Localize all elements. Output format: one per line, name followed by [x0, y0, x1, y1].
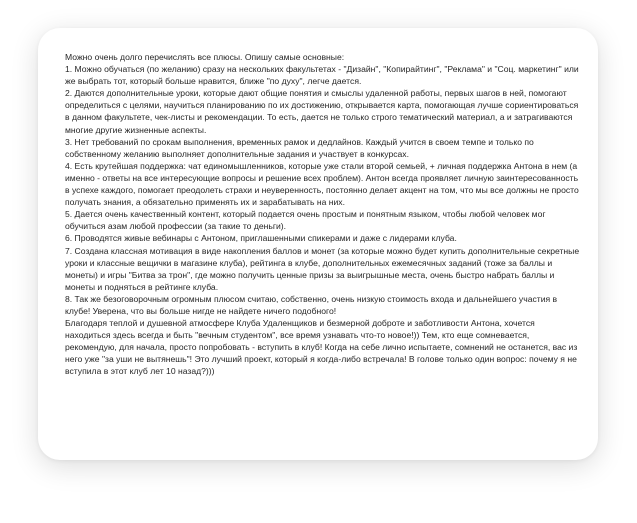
review-text	[65, 51, 582, 378]
review-point-1: 1. Можно обучаться (по желанию) сразу на нескольких факультетах - "Дизайн", "Копирайтинг", "Реклама" и "Соц. маркетинг" или же выбрать тот, который больше нравится, ближе "по духу", легче дается.	[65, 64, 579, 87]
review-point-8: 8. Так же безоговорочным огромным плюсом считаю, собственно, очень низкую стоимость входа и дальнейшего участия в клубе! Уверена, что вы больше нигде не найдете ничего подобного!	[65, 293, 558, 316]
review-intro: Можно очень долго перечислять все плюсы. Опишу самые основные:	[65, 52, 345, 62]
review-point-5: 5. Дается очень качественный контент, который подается очень простым и понятным языком, чтобы любой человек мог обучиться азам любой профессии (за такие то деньги).	[65, 209, 546, 232]
review-card	[38, 28, 598, 460]
review-point-3: 3. Нет требований по срокам выполнения, временных рамок и дедлайнов. Каждый учится в своем темпе и только по собственному желанию выполняет дополнительные задания и участвует в конкурсах.	[65, 136, 534, 159]
review-conclusion: Благодаря теплой и душевной атмосфере Клуба Удаленщиков и безмерной доброте и заботливости Антона, хочется находиться здесь всегда и быть "вечным студентом", все время узнавать что-то новое!)) Тем, кто еще сомневается, рекомендую, для начала, просто попробовать - вступить в клуб! Когда на себе лично испытаете, сомнений не останется, вас из него уже "за уши не вытянешь"! Это лучший проект, который я когда-либо встречала! В голове только один вопрос: почему я не вступила в этот клуб лет 10 назад?)))	[65, 318, 578, 377]
review-point-4: 4. Есть крутейшая поддержка: чат единомышленников, которые уже стали второй семьей, + личная поддержка Антона в нем (а именно - ответы на все интересующие вопросы и решение всех проблем). Антон всегда проявляет личную заинтересованность в успехе каждого, помогает преодолеть страхи и неуверенность, постоянно делает акцент на том, что мы все должны не просто получать знания, а обязательно применять их и зарабатывать на них.	[65, 160, 579, 208]
review-point-6: 6. Проводятся живые вебинары с Антоном, приглашенными спикерами и даже с лидерами клуба.	[65, 233, 457, 244]
review-point-2: 2. Даются дополнительные уроки, которые дают общие понятия и смыслы удаленной работы, первых шагов в ней, помогают определиться с целями, научиться планированию по их достижению, открывается карта, помогающая лучше сориентироваться в данном факультете, чек-листы и рекомендации. То есть, дается не только строго тематический материал, а и затрагиваются многие другие жизненные аспекты.	[65, 88, 579, 135]
review-point-7: 7. Создана классная мотивация в виде накопления баллов и монет (за которые можно будет купить дополнительные секретные уроки и классные вещички в магазине клуба), рейтинга в клубе, дополнительных ежемесячных заданий (тоже за баллы и монеты) и игры "Битва за трон", где можно получить ценные призы за выигрышные места, очень быстро набрать баллы и монеты и подняться в рейтинге клуба.	[65, 245, 580, 292]
